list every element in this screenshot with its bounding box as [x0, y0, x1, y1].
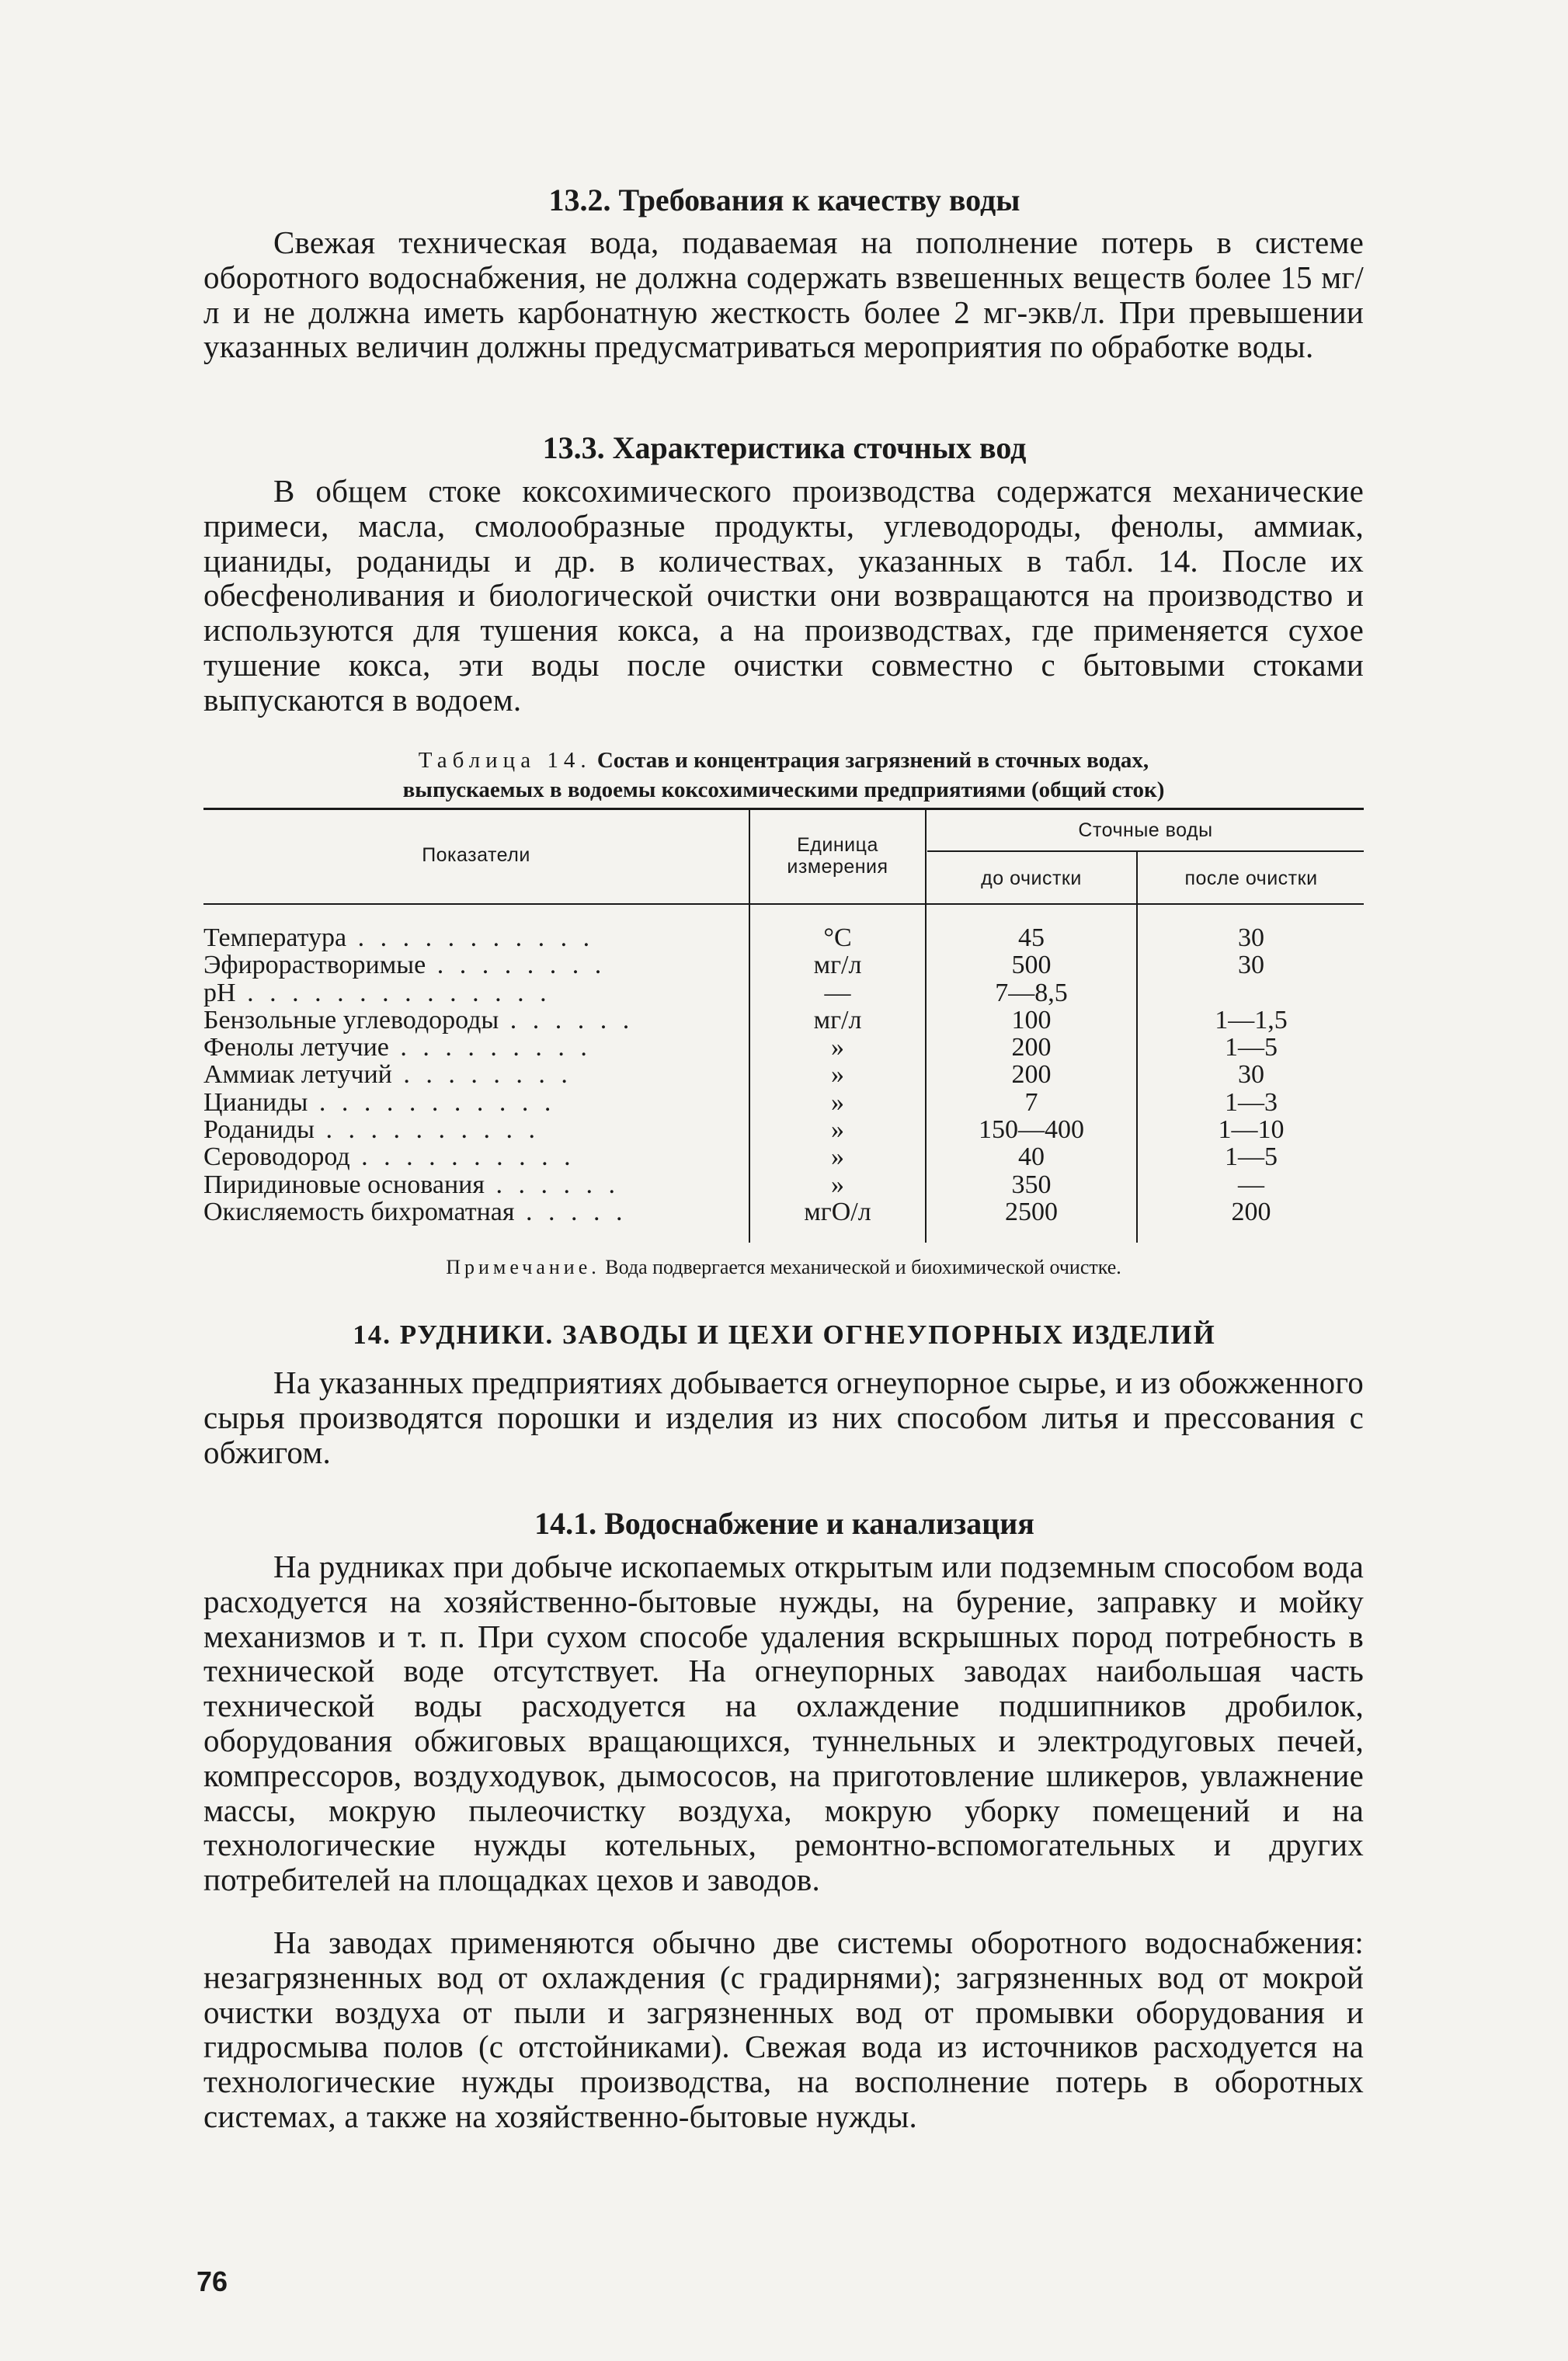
table-row	[203, 1061, 1364, 1088]
header-unit-line2: измерения	[787, 856, 888, 878]
row-before: 200	[1011, 1033, 1052, 1062]
row-after: 1—10	[1218, 1115, 1285, 1145]
section-13-2-paragraph: Свежая техническая вода, подаваемая на пополнение потерь в системе оборотного водоснабжения, не должна содержать взвешенных веществ более 15 мг/л и не должна иметь карбонатную жесткость более 2 мг-экв/л. При превышении указанных величин должны предусматриваться мероприятия по обработке воды.	[203, 224, 1364, 365]
table-row	[203, 951, 1364, 979]
table-row	[203, 1089, 1364, 1116]
row-after: 1—1,5	[1215, 1005, 1288, 1034]
header-unit-line1: Единица	[797, 834, 878, 856]
row-indicator: Эфирорастворимые . . . . . . . .	[203, 951, 607, 979]
table-subheader-rule	[927, 850, 1364, 852]
row-after: 30	[1238, 1060, 1264, 1090]
row-after: 1—5	[1225, 1142, 1278, 1172]
table-14-caption-line1: Состав и концентрация загрязнений в сточных водах,	[596, 748, 1149, 773]
section-14-1-heading: 14.1. Водоснабжение и канализация	[534, 1506, 1034, 1541]
note-lead: Примечание.	[446, 1256, 600, 1278]
row-unit: »	[831, 1087, 844, 1117]
page-number: 76	[196, 2265, 228, 2297]
row-indicator: pH . . . . . . . . . . . . . .	[203, 979, 551, 1007]
table-row	[203, 1143, 1364, 1170]
header-after: после очистки	[1184, 868, 1318, 889]
row-after: 1—5	[1225, 1033, 1278, 1062]
row-before: 500	[1011, 951, 1052, 980]
table-row	[203, 1007, 1364, 1034]
row-unit: »	[831, 1060, 844, 1090]
row-after: 30	[1238, 923, 1264, 952]
header-indicators: Показатели	[422, 844, 530, 866]
row-before: 7—8,5	[995, 978, 1068, 1007]
table-14	[203, 808, 1364, 1243]
row-indicator: Цианиды . . . . . . . . . . .	[203, 1088, 556, 1116]
row-before: 40	[1018, 1142, 1045, 1172]
row-unit: мг/л	[813, 951, 862, 980]
table-row	[203, 979, 1364, 1007]
header-wastewater: Сточные воды	[1078, 819, 1213, 841]
table-body	[203, 924, 1364, 1226]
section-13-3-paragraph: В общем стоке коксохимического производства содержатся механические примеси, масла, смолообразные продукты, углеводороды, фенолы, аммиак, цианиды, роданиды и др. в количествах, указанных в табл. 14. После их обесфеноливания и биологической очистки они возвращаются на производство и используются для тушения кокса, а на производствах, где применяется сухое тушение кокса, эти воды после очистки совместно с бытовыми стоками выпускаются в водоем.	[203, 473, 1364, 718]
chapter-14-heading: 14. РУДНИКИ. ЗАВОДЫ И ЦЕХИ ОГНЕУПОРНЫХ ИЗДЕЛИЙ	[353, 1320, 1216, 1350]
row-unit: —	[824, 978, 851, 1007]
row-indicator: Окисляемость бихроматная . . . . .	[203, 1198, 628, 1226]
row-indicator: Роданиды . . . . . . . . . .	[203, 1116, 541, 1144]
row-indicator: Пиридиновые основания . . . . . .	[203, 1170, 620, 1198]
table-header-bottom-rule	[203, 903, 1364, 905]
table-14-caption-line2: выпускаемых в водоемы коксохимическими предприятиями (общий сток)	[402, 777, 1165, 802]
row-unit: »	[831, 1142, 844, 1172]
row-unit: мг/л	[813, 1005, 862, 1034]
row-indicator: Температура . . . . . . . . . . .	[203, 924, 595, 951]
table-row	[203, 1198, 1364, 1226]
section-13-3-heading: 13.3. Характеристика сточных вод	[542, 430, 1027, 465]
row-unit: °С	[823, 923, 852, 952]
row-before: 2500	[1005, 1197, 1058, 1226]
row-before: 100	[1011, 1005, 1052, 1034]
table-row	[203, 924, 1364, 951]
row-before: 7	[1024, 1087, 1038, 1117]
table-row	[203, 1034, 1364, 1061]
table-14-caption-lead: Таблица 14.	[418, 748, 592, 773]
row-indicator: Сероводород . . . . . . . . . .	[203, 1143, 575, 1171]
row-after: 30	[1238, 951, 1264, 980]
row-after: —	[1238, 1170, 1264, 1199]
row-indicator: Аммиак летучий . . . . . . . .	[203, 1061, 572, 1089]
chapter-14-paragraph: На указанных предприятиях добывается огнеупорное сырье, и из обожженного сырья производятся порошки и изделия из них способом литья и прессования с обжигом.	[203, 1365, 1364, 1470]
note-text: Вода подвергается механической и биохимической очистке.	[600, 1256, 1121, 1278]
table-row	[203, 1171, 1364, 1198]
table-14-caption	[203, 746, 1364, 805]
row-before: 200	[1011, 1060, 1052, 1090]
section-13-2-heading: 13.2. Требования к качеству воды	[548, 183, 1020, 217]
row-indicator: Бензольные углеводороды . . . . . .	[203, 1006, 635, 1034]
row-unit: »	[831, 1033, 844, 1062]
row-after: 200	[1231, 1197, 1271, 1226]
row-unit: мгО/л	[804, 1197, 871, 1226]
row-before: 45	[1018, 923, 1045, 952]
row-before: 350	[1011, 1170, 1052, 1199]
row-after: 1—3	[1225, 1087, 1278, 1117]
row-unit: »	[831, 1115, 844, 1145]
header-before: до очистки	[981, 868, 1082, 889]
row-unit: »	[831, 1170, 844, 1199]
table-14-note	[203, 1254, 1364, 1281]
row-before: 150—400	[979, 1115, 1084, 1145]
table-row	[203, 1116, 1364, 1143]
table-top-rule	[203, 808, 1364, 810]
row-indicator: Фенолы летучие . . . . . . . . .	[203, 1034, 592, 1062]
section-14-1-paragraph-1: На рудниках при добыче ископаемых открытым или подземным способом вода расходуется на хозяйственно-бытовые нужды, на бурение, заправку и мойку механизмов и т. п. При сухом способе удаления вскрышных пород потребность в технической воде отсутствует. На огнеупорных заводах наибольшая часть технической воды расходуется на охлаждение подшипников дробилок, оборудования обжиговых вращающихся, туннельных и электродуговых печей, компрессоров, воздуходувок, дымососов, на приготовление шликеров, увлажнение массы, мокрую пылеочистку воздуха, мокрую уборку помещений и на технологические нужды котельных, ремонтно-вспомогательных и других потребителей на площадках цехов и заводов.	[203, 1549, 1364, 1898]
section-14-1-paragraph-2: На заводах применяются обычно две системы оборотного водоснабжения: незагрязненных вод от охлаждения (с градирнями); загрязненных вод от мокрой очистки воздуха от пыли и загрязненных вод от промывки оборудования и гидросмыва полов (с отстойниками). Свежая вода из источников расходуется на технологические нужды производства, на восполнение потерь в оборотных системах, а также на хозяйственно-бытовые нужды.	[203, 1925, 1364, 2134]
